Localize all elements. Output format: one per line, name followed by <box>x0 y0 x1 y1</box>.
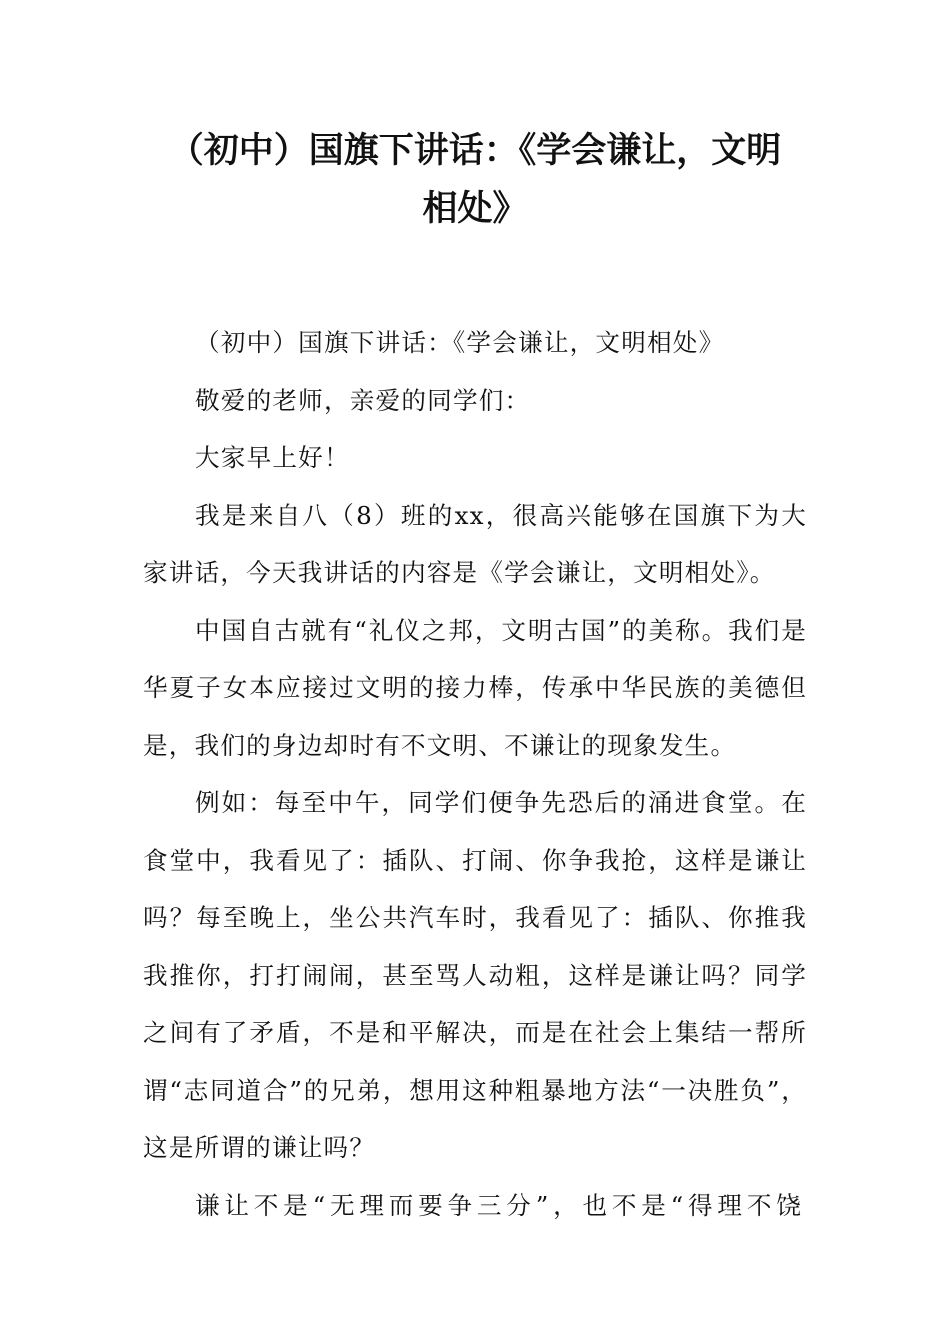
paragraph-intro: 我是来自八（8）班的xx，很高兴能够在国旗下为大家讲话，今天我讲话的内容是《学会谦让，文明相处》。 <box>143 500 807 587</box>
document-body <box>143 314 807 1234</box>
paragraph-examples: 例如：每至中午，同学们便争先恐后的涌进食堂。在食堂中，我看见了：插队、打闹、你争我抢，这样是谦让吗？每至晚上，坐公共汽车时，我看见了：插队、你推我我推你，打打闹闹，甚至骂人动粗，这样是谦让吗？同学之间有了矛盾，不是和平解决，而是在社会上集结一帮所谓“志同道合”的兄弟，想用这种粗暴地方法“一决胜负”，这是所谓的谦让吗？ <box>143 788 807 1162</box>
title-line-1: （初中）国旗下讲话：《学会谦让，文明 <box>168 131 782 171</box>
document-title <box>140 122 810 238</box>
paragraph-salutation: 敬爱的老师，亲爱的同学们： <box>195 385 531 415</box>
paragraph-tradition: 中国自古就有“礼仪之邦，文明古国”的美称。我们是华夏子女本应接过文明的接力棒，传承中华民族的美德但是，我们的身边却时有不文明、不谦让的现象发生。 <box>143 615 807 760</box>
title-line-2: 相处》 <box>422 189 528 229</box>
paragraph-definition: 谦让不是“无理而要争三分”，也不是“得理不饶 <box>195 1190 806 1220</box>
paragraph-heading: （初中）国旗下讲话：《学会谦让，文明相处》 <box>195 328 725 357</box>
paragraph-greeting: 大家早上好！ <box>195 443 350 472</box>
